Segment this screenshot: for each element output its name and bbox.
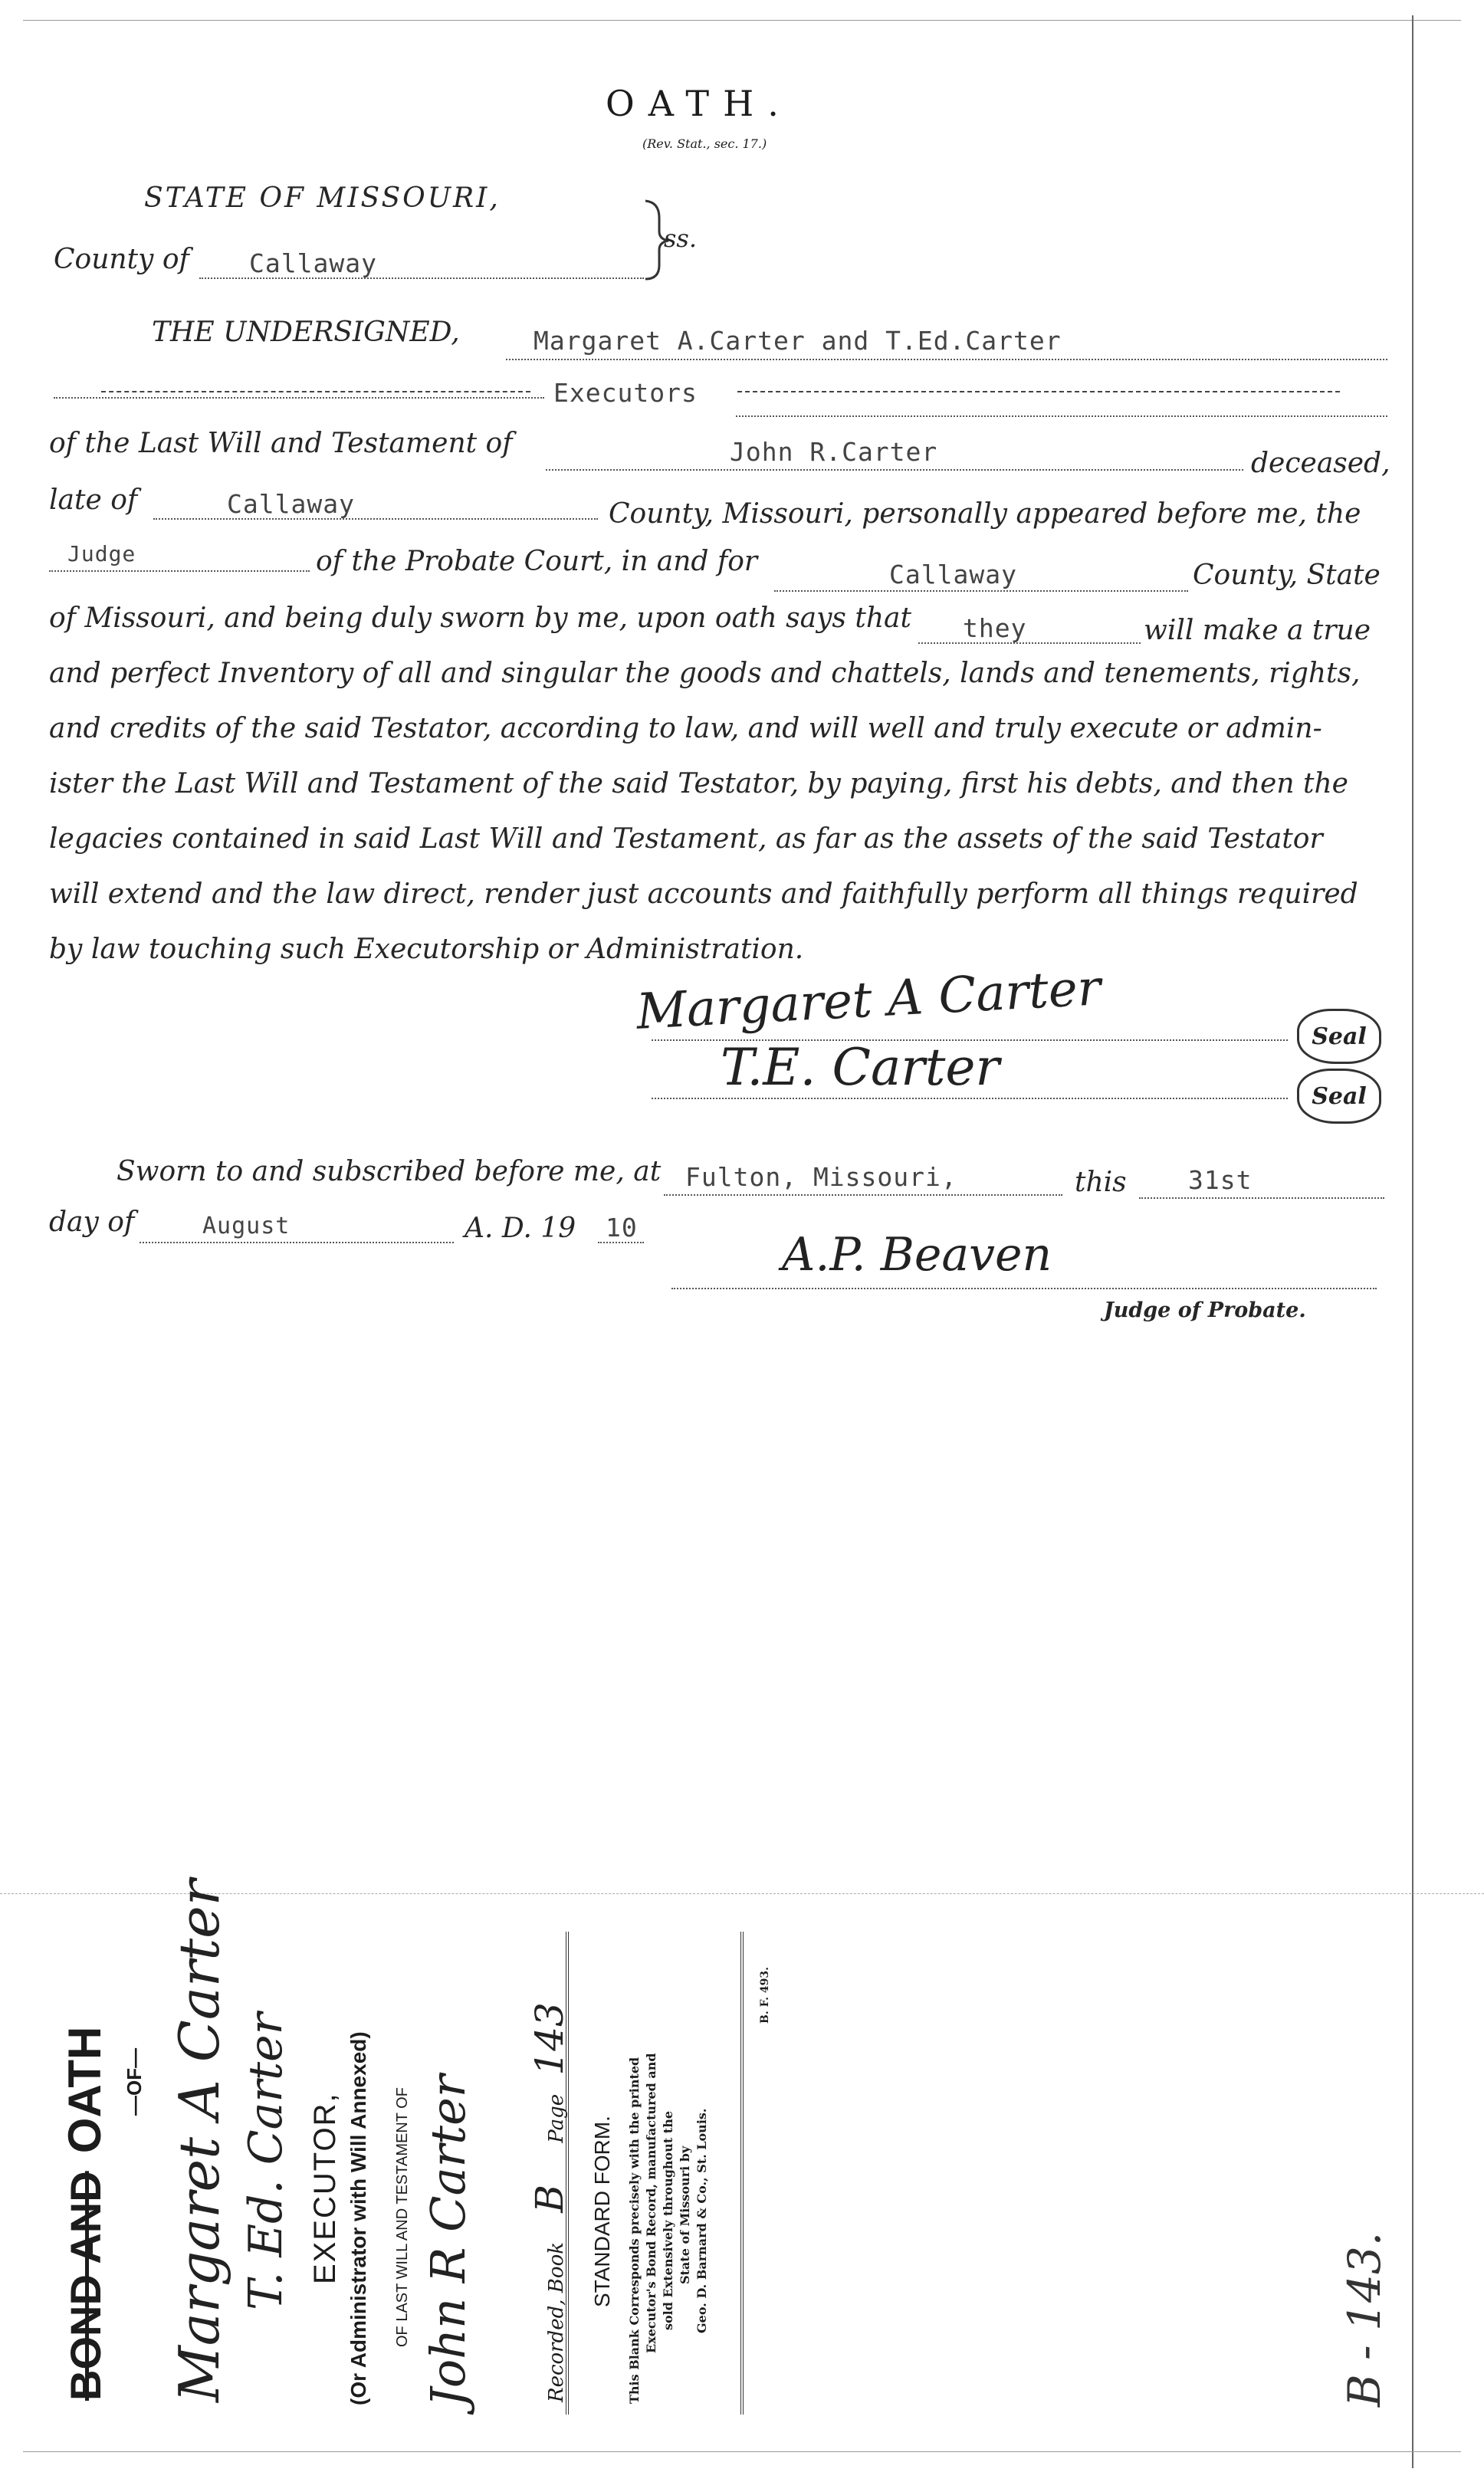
seal-1: Seal	[1297, 1009, 1381, 1064]
cover-standard-text-4: State of Missouri by	[678, 2145, 692, 2284]
paragraph-line-5: will extend and the law direct, render just accounts and faithfully perform all things required	[49, 878, 1358, 910]
ss-label: ss.	[664, 224, 698, 253]
day-value: 31st	[1188, 1165, 1253, 1195]
role-line-left	[54, 397, 544, 399]
cover-struck-title: BOND AND	[61, 2171, 110, 2401]
county-line	[199, 277, 644, 279]
undersigned-line	[506, 359, 1387, 360]
probate-label: of the Probate Court, in and for	[316, 546, 758, 577]
paragraph-line-6: by law touching such Executorship or Administration.	[49, 934, 804, 965]
document-title: OATH.	[606, 83, 793, 124]
cover-recorded-label: Recorded, Book	[545, 2242, 568, 2402]
cover-standard-text-2: Executor's Bond Record, manufactured and	[644, 2053, 658, 2353]
cover-administrator-label: (Or Administrator with Will Annexed)	[346, 2031, 370, 2405]
place-line	[664, 1194, 1062, 1196]
role-value: Executors	[553, 378, 698, 408]
cover-standard-text-1: This Blank Corresponds precisely with the printed	[627, 2057, 642, 2404]
cover-testament-label: OF LAST WILL AND TESTAMENT OF	[394, 2087, 411, 2347]
late-county-line	[153, 518, 598, 520]
testator-line	[546, 469, 1243, 471]
signature-1: Margaret A Carter	[635, 960, 1102, 1041]
bottom-edge-line	[23, 2451, 1461, 2452]
cover-book-value: B	[527, 2185, 572, 2213]
margin-note: B - 143.	[1338, 2231, 1390, 2407]
role-dash-right	[737, 391, 1340, 392]
cover-standard-form: STANDARD FORM.	[590, 2116, 614, 2307]
paragraph-line-3: ister the Last Will and Testament of the said Testator, by paying, first his debts, and then the	[49, 768, 1348, 799]
judge-signature: A.P. Beaven	[782, 1228, 1052, 1282]
cover-page-value: 143	[527, 2002, 572, 2076]
county-missouri-text: County, Missouri, personally appeared before me, the	[609, 498, 1361, 530]
month-value: August	[202, 1213, 291, 1239]
seal-2: Seal	[1297, 1069, 1381, 1124]
judge-title: Judge of Probate.	[1104, 1298, 1306, 1322]
undersigned-label: THE UNDERSIGNED,	[152, 317, 460, 348]
paragraph-line-2: and credits of the said Testator, according to law, and will well and truly execute or admin-	[49, 713, 1322, 744]
cover-standard-text-3: sold Extensively throughout the	[661, 2110, 675, 2330]
state-label: STATE OF MISSOURI,	[144, 182, 501, 214]
day-of-label: day of	[49, 1207, 135, 1238]
cover-standard-text-5: Geo. D. Barnard & Co., St. Louis.	[694, 2108, 709, 2333]
late-label: late of	[49, 484, 138, 516]
office-value: Judge	[67, 541, 136, 566]
undersigned-value: Margaret A.Carter and T.Ed.Carter	[534, 326, 1062, 356]
this-label: this	[1075, 1167, 1127, 1198]
signature-line-2	[652, 1098, 1288, 1099]
cover-name-line-2: T. Ed. Carter	[239, 2012, 293, 2310]
cover-recorded-line	[527, 2002, 572, 2402]
day-line	[1139, 1197, 1384, 1199]
late-county-value: Callaway	[227, 489, 355, 519]
paragraph-line-4: legacies contained in said Last Will and Testament, as far as the assets of the said Testator	[49, 823, 1323, 855]
will-make-text: will make a true	[1144, 615, 1371, 646]
cover-of-label: —OF—	[123, 2047, 146, 2116]
cover-name-line-1: Margaret A Carter	[167, 1879, 231, 2402]
judge-signature-line	[671, 1288, 1377, 1289]
role-dash-left	[101, 391, 530, 392]
will-label: of the Last Will and Testament of	[49, 428, 513, 459]
place-value: Fulton, Missouri,	[685, 1162, 957, 1192]
pronoun-value: they	[963, 613, 1027, 643]
statute-reference: (Rev. Stat., sec. 17.)	[642, 136, 767, 151]
right-edge-line	[1412, 15, 1413, 2468]
year-line	[598, 1242, 644, 1243]
county-label: County of	[54, 244, 189, 275]
deceased-label: deceased,	[1251, 448, 1390, 479]
office-line	[49, 570, 310, 572]
year-value: 10	[606, 1213, 638, 1243]
cover-form-number: B. F. 493.	[759, 1967, 771, 2024]
county-value: Callaway	[249, 248, 377, 278]
ad-label: A. D. 19	[465, 1213, 576, 1244]
cover-rule-2	[740, 1932, 744, 2415]
role-line-right	[736, 415, 1387, 417]
county-state-label: County, State	[1193, 560, 1381, 591]
cover-title-group	[58, 2027, 111, 2401]
cover-executor-label: EXECUTOR,	[308, 2092, 342, 2284]
court-county-value: Callaway	[889, 560, 1017, 589]
signature-2: T.E. Carter	[721, 1038, 1000, 1097]
month-line	[140, 1242, 454, 1243]
sworn-label: Sworn to and subscribed before me, at	[117, 1156, 662, 1187]
paragraph-line-1: and perfect Inventory of all and singular the goods and chattels, lands and tenements, rights,	[49, 658, 1361, 689]
testator-value: John R.Carter	[730, 437, 938, 467]
cover-testator-hand: John R Carter	[420, 2074, 476, 2407]
cover-title: OATH	[59, 2026, 110, 2154]
court-county-line	[774, 590, 1188, 592]
top-edge-line	[23, 20, 1461, 21]
sworn-line: of Missouri, and being duly sworn by me, upon oath says that	[49, 602, 911, 634]
pronoun-line	[918, 642, 1141, 644]
cover-page-label: Page	[545, 2093, 568, 2143]
